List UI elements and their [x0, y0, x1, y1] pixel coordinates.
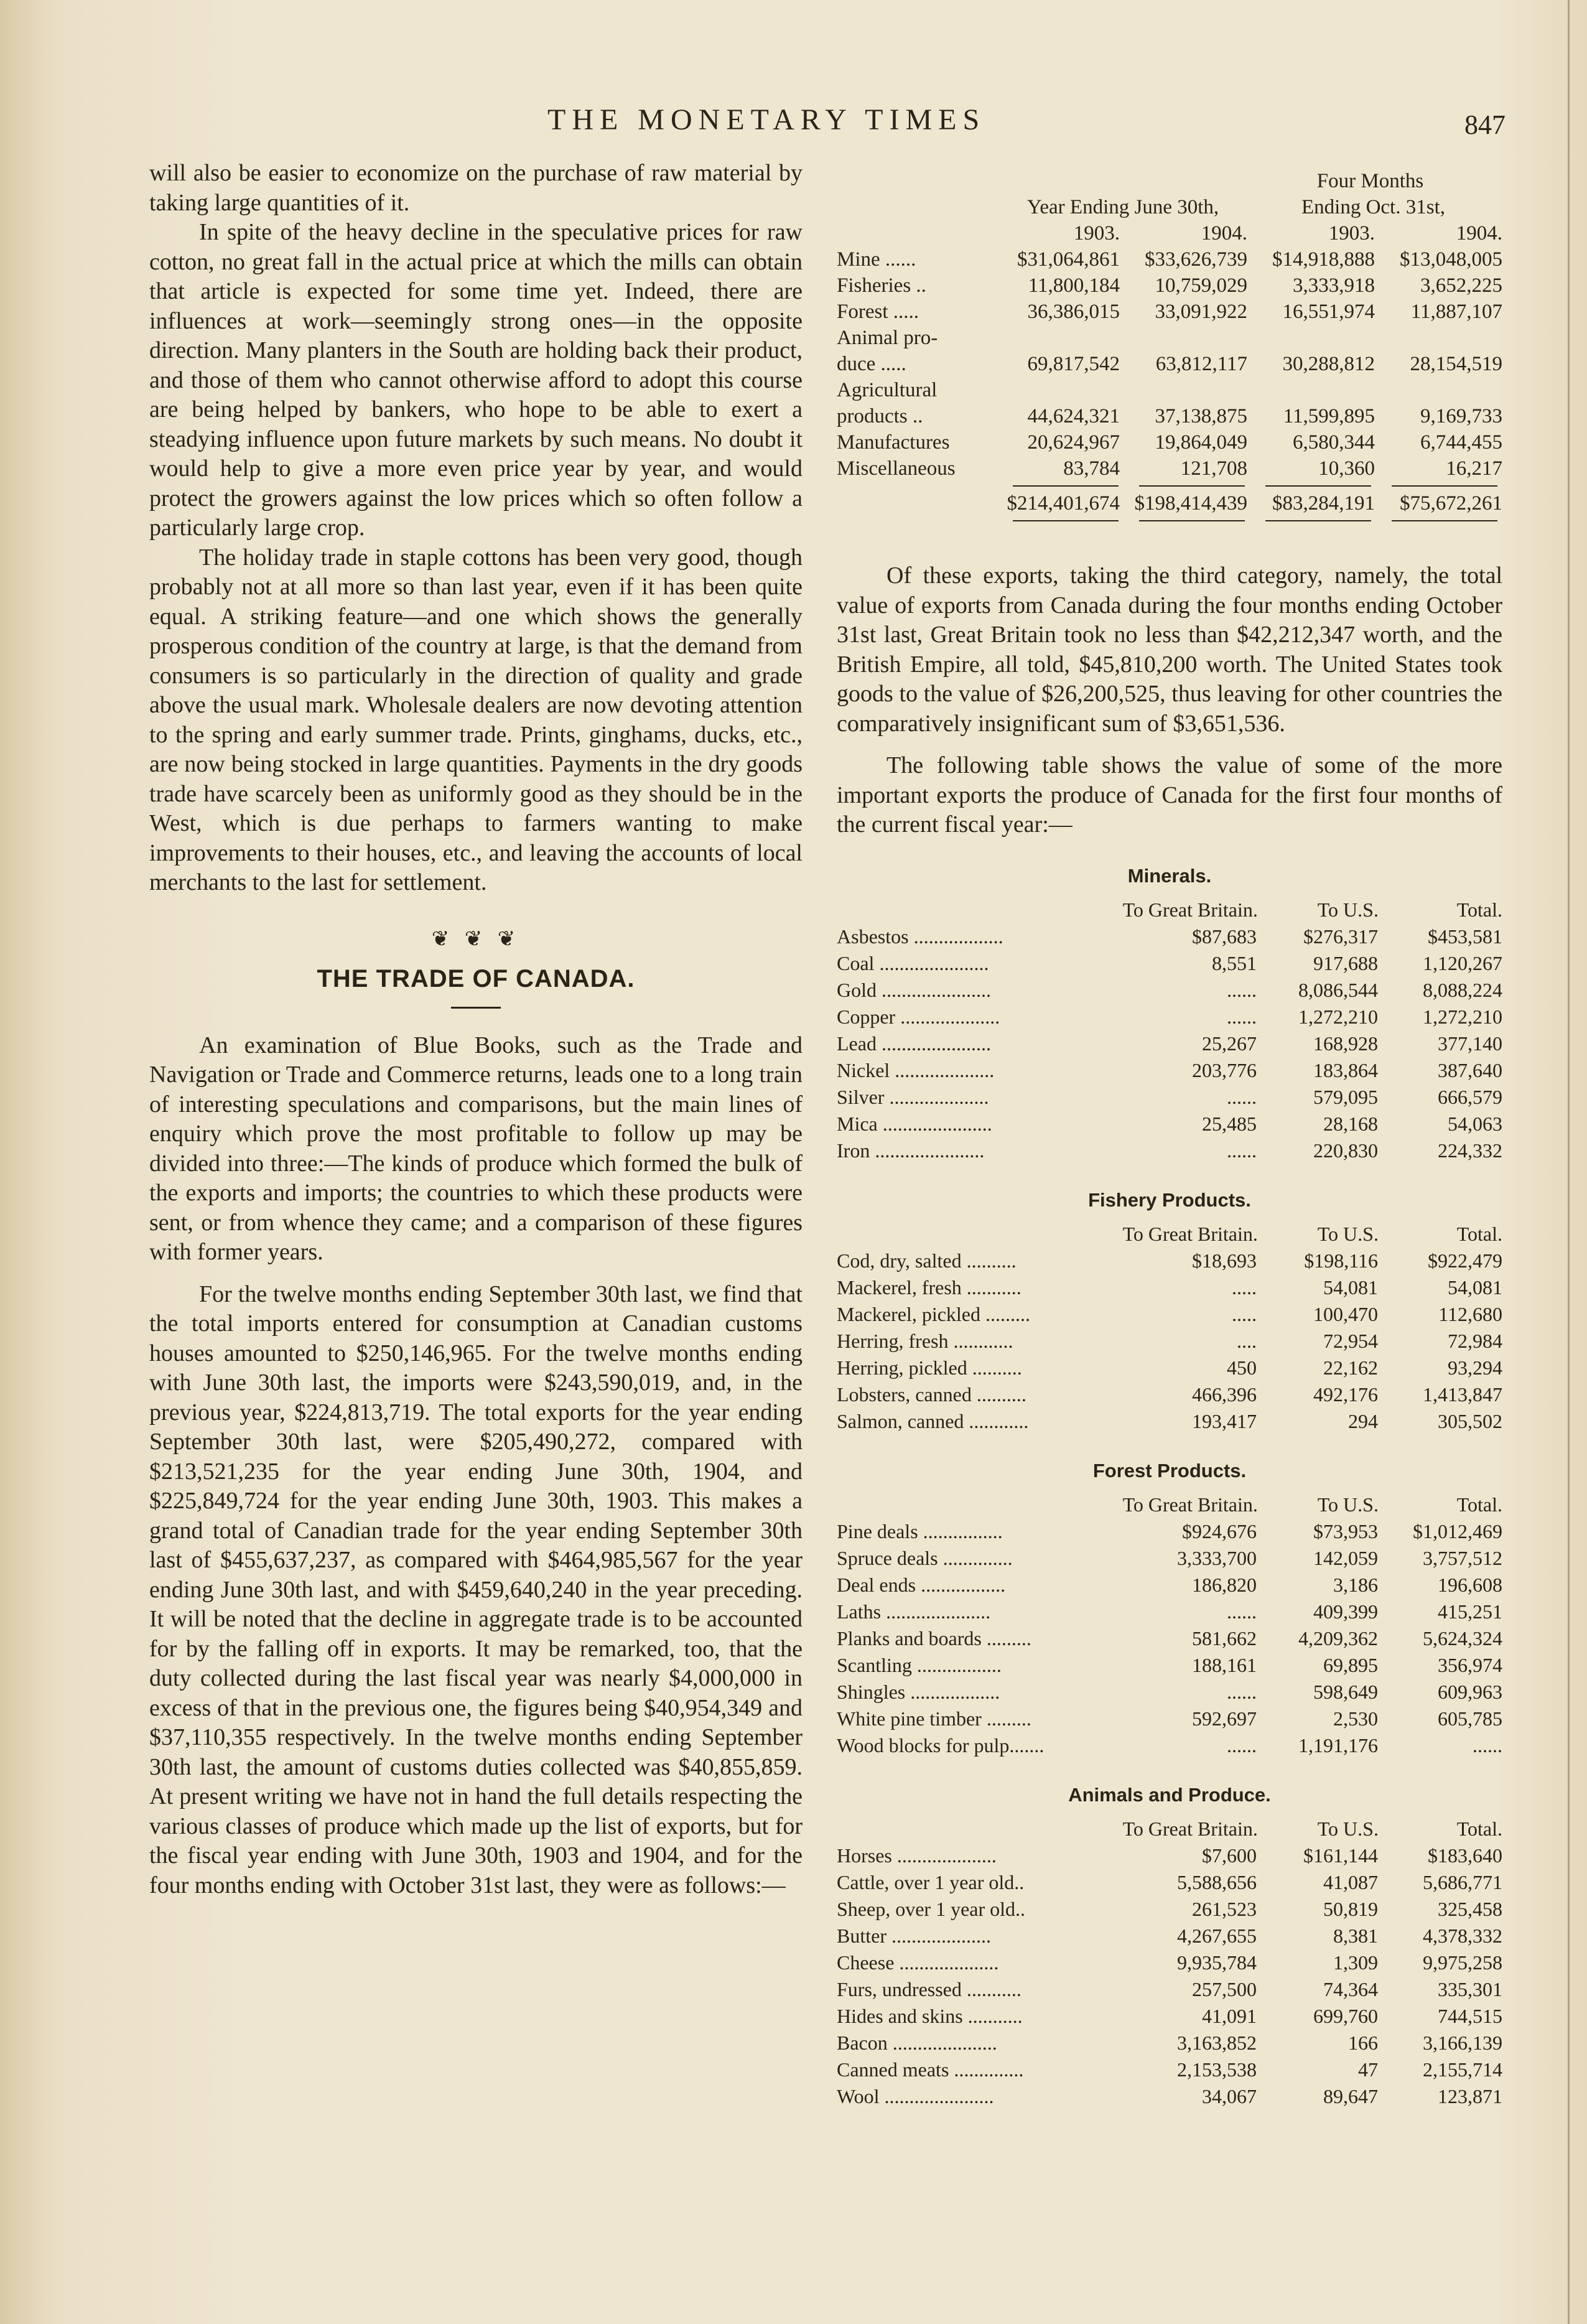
table-cell: 592,697 — [1192, 1707, 1257, 1730]
table-cell: 224,332 — [1438, 1139, 1502, 1162]
table-row — [837, 1355, 1502, 1381]
row-label: Cheese .................... — [837, 1951, 999, 1974]
table-cell: 203,776 — [1192, 1058, 1257, 1081]
row-label: Herring, pickled .......... — [837, 1356, 1022, 1379]
summary-table — [837, 168, 1502, 525]
table-cell: $1,012,469 — [1413, 1519, 1502, 1542]
column-year: 1904. — [1201, 222, 1247, 245]
table-cell: $453,581 — [1428, 925, 1502, 948]
table-row — [837, 1545, 1502, 1572]
table-cell: 5,686,771 — [1423, 1870, 1502, 1893]
row-label: Asbestos .................. — [837, 925, 1003, 948]
row-label: Shingles .................. — [837, 1680, 1000, 1703]
export-table — [837, 1189, 1502, 1435]
column-header: Total. — [1456, 1493, 1502, 1516]
table-title: Minerals. — [1127, 864, 1212, 887]
table-cell: 69,895 — [1323, 1653, 1378, 1676]
table-cell: 415,251 — [1438, 1600, 1502, 1623]
table-cell: 492,176 — [1313, 1383, 1378, 1406]
paragraph: An examination of Blue Books, such as the Trade and Navigation or Trade and Commerce returns, leads one to a long train of interesting speculations and comparisons, but the main lines of enquiry which prove the most profitable to follow up may be divided into three:—The kinds of produce which formed the bulk of the exports and imports; the countries to which these products were sent, or from whence they came; and a comparison of these figures with former years. — [149, 1032, 803, 1265]
table-cell: 5,588,656 — [1177, 1870, 1257, 1893]
table-cell: 2,530 — [1333, 1707, 1378, 1730]
row-label: Butter .................... — [837, 1924, 991, 1947]
table-cell: ..... — [1232, 1276, 1257, 1299]
row-label: Miscellaneous — [837, 457, 956, 480]
row-label: duce ..... — [837, 353, 906, 375]
table-row — [837, 377, 1502, 403]
table-cell: ...... — [1227, 1005, 1257, 1028]
table-cell: 2,153,538 — [1177, 2058, 1257, 2081]
table-cell: 28,154,519 — [1410, 353, 1502, 375]
table-cell: $33,626,739 — [1145, 248, 1247, 271]
table-cell: 142,059 — [1313, 1546, 1378, 1569]
table-row — [837, 1328, 1502, 1355]
table-cell: 261,523 — [1192, 1897, 1257, 1920]
row-label: Pine deals ................ — [837, 1519, 1003, 1542]
page-header — [149, 103, 1506, 146]
total-cell: $83,284,191 — [1272, 492, 1375, 515]
table-cell: 69,817,542 — [1027, 353, 1120, 375]
table-cell: 6,580,344 — [1293, 431, 1375, 454]
table-cell — [1120, 325, 1247, 351]
table-cell: $14,918,888 — [1272, 248, 1375, 271]
group-header-year: Year Ending June 30th, — [1026, 196, 1219, 218]
row-label: Spruce deals .............. — [837, 1546, 1013, 1569]
table-cell: 44,624,321 — [1027, 405, 1120, 427]
table-cell: 1,120,267 — [1423, 951, 1502, 974]
paragraph: will also be easier to economize on the purchase of raw material by taking large quantities of it. — [149, 160, 803, 216]
table-cell: 10,360 — [1318, 457, 1375, 480]
row-label: Furs, undressed ........... — [837, 1977, 1022, 2000]
column-header: To Great Britain. — [1122, 1817, 1258, 1840]
table-cell: $198,116 — [1304, 1249, 1378, 1272]
table-cell: ...... — [1227, 1085, 1257, 1108]
table-cell: 335,301 — [1438, 1977, 1502, 2000]
row-label: Fisheries .. — [837, 274, 926, 297]
table-cell: 699,760 — [1313, 2004, 1378, 2027]
table-cell: 11,887,107 — [1410, 301, 1502, 323]
table-cell: 917,688 — [1313, 951, 1378, 974]
table-cell: 41,091 — [1202, 2004, 1257, 2027]
row-label: Wood blocks for pulp....... — [837, 1734, 1045, 1757]
totals-row — [837, 490, 1502, 516]
table-cell: 183,864 — [1313, 1058, 1378, 1081]
table-cell: 4,378,332 — [1423, 1924, 1502, 1947]
table-row — [837, 1923, 1502, 1949]
row-label: Mica ...................... — [837, 1112, 992, 1135]
row-label: Hides and skins ........... — [837, 2004, 1023, 2027]
row-label: Planks and boards ......... — [837, 1626, 1031, 1650]
table-cell: $18,693 — [1192, 1249, 1257, 1272]
table-cell: 16,551,974 — [1282, 301, 1375, 323]
table-row — [837, 246, 1502, 273]
table-cell — [992, 377, 1120, 403]
table-cell: 3,186 — [1333, 1573, 1378, 1596]
table-cell: 9,935,784 — [1177, 1951, 1257, 1974]
table-cell: 257,500 — [1192, 1977, 1257, 2000]
table-cell: 3,652,225 — [1420, 274, 1502, 297]
table-cell: 581,662 — [1192, 1626, 1257, 1650]
row-label: Salmon, canned ............ — [837, 1409, 1029, 1432]
row-label: Laths ..................... — [837, 1600, 991, 1623]
row-label: Agricultural — [837, 379, 938, 401]
table-row — [837, 273, 1502, 299]
table-cell: 33,091,922 — [1155, 301, 1247, 323]
table-cell — [1375, 377, 1502, 403]
table-row — [837, 1381, 1502, 1408]
table-cell: 74,364 — [1323, 1977, 1378, 2000]
table-row — [837, 2083, 1502, 2110]
table-cell: 11,800,184 — [1028, 274, 1120, 297]
table-row — [837, 1869, 1502, 1896]
table-row — [837, 1842, 1502, 1869]
row-label: Cod, dry, salted .......... — [837, 1249, 1017, 1272]
column-header: Total. — [1456, 898, 1502, 921]
table-cell: 325,458 — [1438, 1897, 1502, 1920]
column-header: Total. — [1456, 1817, 1502, 1840]
table-row — [837, 1084, 1502, 1111]
column-header: Total. — [1456, 1222, 1502, 1245]
table-cell: $87,683 — [1192, 925, 1257, 948]
row-label: White pine timber ......... — [837, 1707, 1031, 1730]
column-year: 1903. — [1073, 222, 1120, 245]
table-cell: 305,502 — [1438, 1409, 1502, 1432]
table-cell: 28,168 — [1323, 1112, 1378, 1135]
table-header-row — [837, 1815, 1502, 1842]
table-row — [837, 1057, 1502, 1084]
row-label: Herring, fresh ............ — [837, 1329, 1013, 1352]
row-label: Mine ...... — [837, 248, 916, 271]
table-title: Animals and Produce. — [1068, 1783, 1271, 1806]
total-rule — [992, 516, 1502, 525]
row-label: Animal pro- — [837, 327, 938, 349]
table-cell: ...... — [1227, 1734, 1257, 1757]
table-row — [837, 1111, 1502, 1137]
row-label: Silver .................... — [837, 1085, 989, 1108]
row-label: Scantling ................. — [837, 1653, 1002, 1676]
row-label: Nickel .................... — [837, 1058, 995, 1081]
table-cell: 121,708 — [1180, 457, 1247, 480]
total-rule — [992, 482, 1502, 490]
row-label: Lobsters, canned .......... — [837, 1383, 1026, 1406]
table-cell: 8,551 — [1212, 951, 1257, 974]
column-header: To Great Britain. — [1122, 1222, 1258, 1245]
table-cell: 83,784 — [1063, 457, 1120, 480]
table-cell: 294 — [1348, 1409, 1378, 1432]
table-row — [837, 1598, 1502, 1625]
table-cell: 16,217 — [1446, 457, 1502, 480]
page-edge — [1568, 0, 1570, 2324]
table-cell: 193,417 — [1192, 1409, 1257, 1432]
table-cell: 605,785 — [1438, 1707, 1502, 1730]
table-row — [837, 2003, 1502, 2030]
table-row — [837, 403, 1502, 429]
table-cell: 4,267,655 — [1177, 1924, 1257, 1947]
group-header-four-months-line2: Ending Oct. 31st, — [1301, 196, 1445, 218]
column-year: 1903. — [1328, 222, 1375, 245]
table-cell: 1,191,176 — [1298, 1734, 1378, 1757]
table-cell: $31,064,861 — [1017, 248, 1120, 271]
column-header: To Great Britain. — [1122, 898, 1258, 921]
left-column — [149, 159, 803, 1900]
column-header: To U.S. — [1317, 898, 1379, 921]
table-cell: 609,963 — [1438, 1680, 1502, 1703]
table-cell: ...... — [1227, 1139, 1257, 1162]
table-cell: $922,479 — [1428, 1249, 1502, 1272]
table-row — [837, 351, 1502, 377]
paragraph: The following table shows the value of some of the more important exports the produce of Canada for the first four months of the current fiscal year:— — [837, 752, 1502, 838]
group-header-four-months: Four Months — [1316, 170, 1424, 192]
table-cell: 409,399 — [1313, 1600, 1378, 1623]
row-label: products .. — [837, 405, 923, 427]
table-cell: 19,864,049 — [1155, 431, 1247, 454]
table-cell: 466,396 — [1192, 1383, 1257, 1406]
table-cell: 123,871 — [1438, 2084, 1502, 2107]
export-table — [837, 1784, 1502, 2110]
table-cell: 1,272,210 — [1298, 1005, 1378, 1028]
table-cell: 188,161 — [1192, 1653, 1257, 1676]
table-row — [837, 1518, 1502, 1545]
export-tables — [837, 865, 1502, 2110]
table-row — [837, 1679, 1502, 1706]
table-cell: 30,288,812 — [1282, 353, 1375, 375]
table-cell — [1120, 377, 1247, 403]
table-cell: 2,155,714 — [1423, 2058, 1502, 2081]
table-cell: $7,600 — [1202, 1844, 1257, 1867]
table-cell: 22,162 — [1323, 1356, 1378, 1379]
table-row — [837, 1030, 1502, 1057]
row-label: Sheep, over 1 year old.. — [837, 1897, 1026, 1920]
table-cell: $276,317 — [1303, 925, 1378, 948]
row-label: Horses .................... — [837, 1844, 997, 1867]
table-cell: 8,088,224 — [1423, 978, 1502, 1001]
table-cell: 3,166,139 — [1423, 2031, 1502, 2054]
table-cell: 72,954 — [1323, 1329, 1378, 1352]
table-cell: 9,169,733 — [1420, 405, 1502, 427]
table-cell: 34,067 — [1202, 2084, 1257, 2107]
page-number: 847 — [1464, 110, 1506, 140]
table-row — [837, 1274, 1502, 1301]
row-label: Forest ..... — [837, 301, 919, 323]
table-cell: 3,333,918 — [1293, 274, 1375, 297]
table-cell: 112,680 — [1438, 1302, 1502, 1325]
table-cell: 47 — [1358, 2058, 1378, 2081]
table-cell: 666,579 — [1438, 1085, 1502, 1108]
table-cell: 100,470 — [1313, 1302, 1378, 1325]
table-cell: 356,974 — [1438, 1653, 1502, 1676]
column-year: 1904. — [1456, 222, 1502, 245]
table-cell: 37,138,875 — [1155, 405, 1247, 427]
table-cell: 186,820 — [1192, 1573, 1257, 1596]
table-cell: ...... — [1227, 978, 1257, 1001]
table-cell: $73,953 — [1313, 1519, 1378, 1542]
column-header: To U.S. — [1317, 1493, 1379, 1516]
table-cell: 3,163,852 — [1177, 2031, 1257, 2054]
table-cell: ...... — [1227, 1600, 1257, 1623]
paragraph: For the twelve months ending September 30th last, we find that the total imports entered for consumption at Canadian customs houses amounted to $250,146,965. For the twelve months ending with June 30th last, the imports were $243,590,019, and, in the previous year, $224,813,719. The total exports for the year ending September 30th last, were $205,490,272, compared with $213,521,235 for the year ending June 30th, 1904, and $225,849,724 for the year ending June 30th, 1903. This makes a grand total of Canadian trade for the year ending September 30th last of $455,637,237, as compared with $464,985,567 for the year ending June 30th last, and with $459,640,240 in the year preceding. It will be noted that the decline in aggregate trade is to be accounted for by the falling off in exports. It may be remarked, too, that the duty collected during the last fiscal year was nearly $4,000,000 in excess of that in the previous one, the figures being $40,954,349 and $37,110,355 respectively. In the twelve months ending September 30th last, the amount of customs duties collected was $40,855,859. At present writing we have not in hand the full details respecting the various classes of produce which made up the list of exports, but for the fiscal year ending with June 30th, 1903 and 1904, and for the four months ending with October 31st last, they were as follows:— — [149, 1281, 803, 1898]
table-cell: ...... — [1227, 1680, 1257, 1703]
table-row — [837, 1301, 1502, 1328]
table-row — [837, 1625, 1502, 1652]
table-cell: 579,095 — [1313, 1085, 1378, 1108]
table-row — [837, 325, 1502, 351]
row-label: Canned meats .............. — [837, 2058, 1024, 2081]
row-label: Wool ...................... — [837, 2084, 994, 2107]
table-cell: 166 — [1348, 2031, 1378, 2054]
table-cell: 50,819 — [1323, 1897, 1378, 1920]
table-row — [837, 923, 1502, 950]
table-cell: 9,975,258 — [1423, 1951, 1502, 1974]
running-title: THE MONETARY TIMES — [547, 103, 986, 136]
table-cell: 220,830 — [1313, 1139, 1378, 1162]
table-cell: $924,676 — [1182, 1519, 1257, 1542]
table-cell: $13,048,005 — [1400, 248, 1502, 271]
table-cell: 3,333,700 — [1177, 1546, 1257, 1569]
table-row — [837, 1408, 1502, 1435]
table-row — [837, 1976, 1502, 2003]
table-header-row — [837, 1220, 1502, 1248]
table-cell: 1,413,847 — [1423, 1383, 1502, 1406]
total-cell: $198,414,439 — [1134, 492, 1247, 515]
paragraph: In spite of the heavy decline in the speculative prices for raw cotton, no great fall in the actual price at which the mills can obtain that article is expected for some time yet. Indeed, there are influences at work—seemingly strong ones—in the opposite direction. Many planters in the South are holding back their product, and those of them who cannot otherwise afford to adopt this course are being helped by bankers, who hope to be able to exert a steadying influence upon future markets by such means. No doubt it would help to give a more even price year by year, and would protect the growers against the low prices which so often follow a particularly large crop. — [149, 219, 803, 541]
paragraph: Of these exports, taking the third category, namely, the total value of exports from Canada during the four months ending October 31st last, Great Britain took no less than $42,212,347 worth, and the British Empire, all told, $45,810,200 worth. The United States took goods to the value of $26,200,525, thus leaving for other countries the comparatively insignificant sum of $3,651,536. — [837, 562, 1502, 737]
table-cell: 387,640 — [1438, 1058, 1502, 1081]
table-cell: 168,928 — [1313, 1032, 1378, 1055]
table-cell: 25,485 — [1202, 1112, 1257, 1135]
row-label: Iron ...................... — [837, 1139, 985, 1162]
table-cell: $183,640 — [1428, 1844, 1502, 1867]
table-cell: $161,144 — [1303, 1844, 1378, 1867]
table-row — [837, 2056, 1502, 2083]
table-row — [837, 455, 1502, 482]
table-cell: 25,267 — [1202, 1032, 1257, 1055]
row-label: Deal ends ................. — [837, 1573, 1006, 1596]
table-cell — [992, 325, 1120, 351]
table-row — [837, 2030, 1502, 2056]
table-row — [837, 299, 1502, 325]
table-cell: ...... — [1473, 1734, 1502, 1757]
total-cell: $75,672,261 — [1400, 492, 1502, 515]
table-cell: 8,086,544 — [1298, 978, 1378, 1001]
table-header-row — [837, 1491, 1502, 1518]
table-cell — [1247, 377, 1375, 403]
column-header: To U.S. — [1317, 1817, 1379, 1840]
export-table — [837, 1460, 1502, 1759]
table-cell — [1375, 325, 1502, 351]
table-row — [837, 950, 1502, 977]
row-label: Manufactures — [837, 431, 950, 454]
article-title: THE TRADE OF CANADA. — [317, 964, 635, 992]
table-cell: 196,608 — [1438, 1573, 1502, 1596]
table-title: Fishery Products. — [1088, 1188, 1251, 1211]
table-cell: 1,309 — [1333, 1951, 1378, 1974]
table-cell: 8,381 — [1333, 1924, 1378, 1947]
table-cell: 72,984 — [1448, 1329, 1502, 1352]
table-cell: 36,386,015 — [1027, 301, 1120, 323]
table-cell: ..... — [1232, 1302, 1257, 1325]
table-cell: 54,081 — [1448, 1276, 1502, 1299]
row-label: Bacon ..................... — [837, 2031, 997, 2054]
table-row — [837, 977, 1502, 1004]
table-cell: 4,209,362 — [1298, 1626, 1378, 1650]
table-cell: 20,624,967 — [1027, 431, 1120, 454]
row-label: Copper .................... — [837, 1005, 1000, 1028]
table-row — [837, 1706, 1502, 1732]
table-row — [837, 1572, 1502, 1598]
table-cell: 54,081 — [1323, 1276, 1378, 1299]
table-cell: 5,624,324 — [1423, 1626, 1502, 1650]
table-row — [837, 429, 1502, 455]
export-table — [837, 865, 1502, 1164]
table-cell: 89,647 — [1323, 2084, 1378, 2107]
table-cell: 3,757,512 — [1423, 1546, 1502, 1569]
table-cell: 63,812,117 — [1155, 353, 1247, 375]
table-row — [837, 1248, 1502, 1274]
table-cell: .... — [1237, 1329, 1257, 1352]
column-header: To Great Britain. — [1122, 1493, 1258, 1516]
table-row — [837, 1732, 1502, 1759]
table-row — [837, 1137, 1502, 1164]
table-cell: 93,294 — [1448, 1356, 1502, 1379]
table-header-row — [837, 896, 1502, 923]
table-cell — [1247, 325, 1375, 351]
table-row — [837, 1949, 1502, 1976]
table-row — [837, 1004, 1502, 1030]
table-cell: 598,649 — [1313, 1680, 1378, 1703]
table-cell: 744,515 — [1438, 2004, 1502, 2027]
paragraph: The holiday trade in staple cottons has been very good, though probably not at all more so than last year, even if it has been quite equal. A striking feature—and one which shows the generally prosperous condition of the country at large, is that the demand from consumers is so particularly in the direction of quality and grade above the usual mark. Wholesale dealers are now devoting attention to the spring and early summer trade. Prints, ginghams, ducks, etc., are now being stocked in large quantities. Payments in the dry goods trade have scarcely been as uniformly good as they should be in the West, which is due perhaps to farmers wanting to make improvements to their houses, etc., and leaving the accounts of local merchants to the last for settlement. — [149, 544, 803, 895]
table-row — [837, 1896, 1502, 1923]
table-cell: 377,140 — [1438, 1032, 1502, 1055]
table-cell: 6,744,455 — [1420, 431, 1502, 454]
row-label: Coal ...................... — [837, 951, 989, 974]
title-rule — [451, 1007, 501, 1009]
table-cell: 11,599,895 — [1283, 405, 1375, 427]
section-ornament: ❦ ❦ ❦ — [431, 927, 521, 951]
row-label: Mackerel, fresh ........... — [837, 1276, 1022, 1299]
row-label: Lead ...................... — [837, 1032, 991, 1055]
table-cell: 54,063 — [1448, 1112, 1502, 1135]
row-label: Cattle, over 1 year old.. — [837, 1870, 1025, 1893]
table-cell: 10,759,029 — [1155, 274, 1247, 297]
table-title: Forest Products. — [1092, 1459, 1247, 1482]
table-cell: 450 — [1227, 1356, 1257, 1379]
table-cell: 1,272,210 — [1423, 1005, 1502, 1028]
table-row — [837, 1652, 1502, 1679]
row-label: Mackerel, pickled ......... — [837, 1302, 1030, 1325]
right-column — [837, 168, 1502, 2110]
total-cell: $214,401,674 — [1007, 492, 1120, 515]
row-label: Gold ...................... — [837, 978, 991, 1001]
column-header: To U.S. — [1317, 1222, 1379, 1245]
table-cell: 41,087 — [1323, 1870, 1378, 1893]
